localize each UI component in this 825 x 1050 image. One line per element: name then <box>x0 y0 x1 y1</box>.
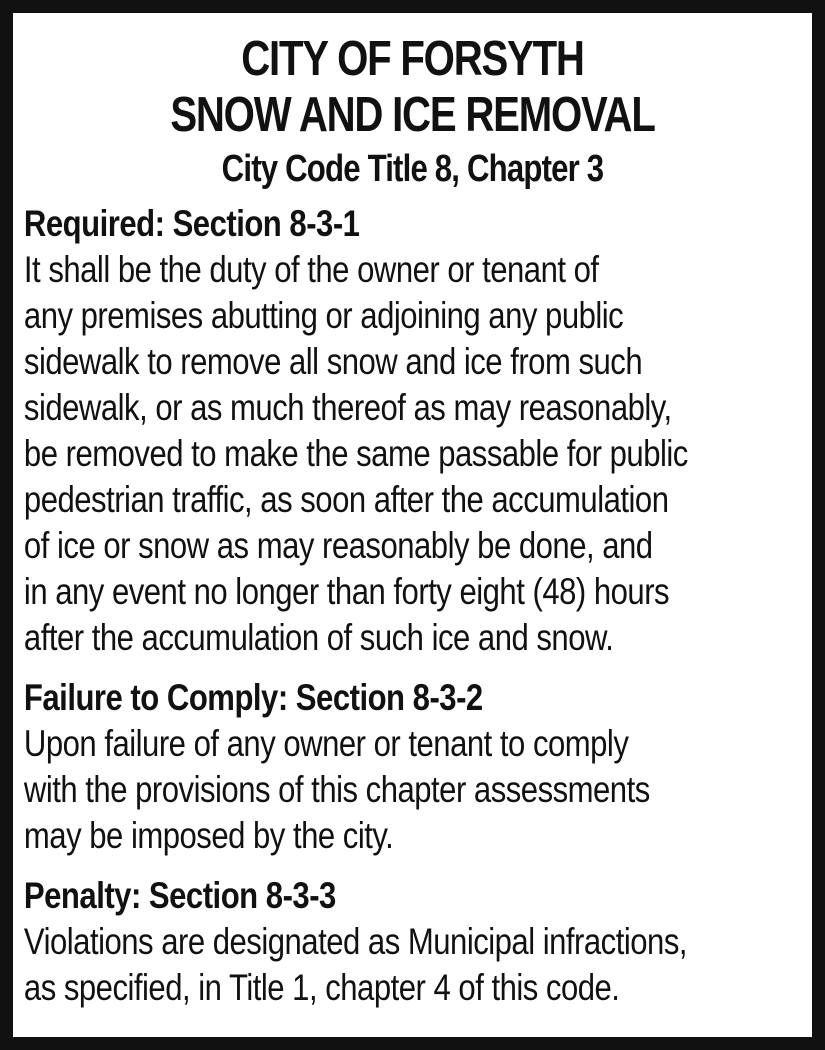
body-line: may be imposed by the city. <box>23 815 394 856</box>
body-line: of ice or snow as may reasonably be done, and <box>23 525 653 566</box>
body-line: It shall be the duty of the owner or tenant of <box>23 249 599 290</box>
body-line: sidewalk, or as much thereof as may reasonably, <box>23 387 672 428</box>
body-line: after the accumulation of such ice and snow. <box>23 617 614 658</box>
section-failure-to-comply <box>13 675 780 859</box>
body-line: with the provisions of this chapter assessments <box>23 769 650 810</box>
body-line: Upon failure of any owner or tenant to comply <box>23 723 629 764</box>
section-required <box>13 201 780 661</box>
title-line-2: SNOW AND ICE REMOVAL <box>170 88 655 142</box>
subtitle: City Code Title 8, Chapter 3 <box>221 148 604 190</box>
title-line-1: CITY OF FORSYTH <box>241 32 584 86</box>
section-penalty <box>13 873 780 1011</box>
body-line: as specified, in Title 1, chapter 4 of this code. <box>23 967 620 1008</box>
body-line: sidewalk to remove all snow and ice from such <box>23 341 643 382</box>
body-line: pedestrian traffic, as soon after the accumulation <box>23 479 669 520</box>
notice-header <box>13 13 812 193</box>
body-line: Violations are designated as Municipal infractions, <box>23 921 687 962</box>
section-heading-failure: Failure to Comply: Section 8-3-2 <box>23 677 483 718</box>
body-line: be removed to make the same passable for public <box>23 433 688 474</box>
section-heading-required: Required: Section 8-3-1 <box>23 203 360 244</box>
section-heading-penalty: Penalty: Section 8-3-3 <box>23 875 336 916</box>
body-line: any premises abutting or adjoining any public <box>23 295 624 336</box>
body-line: in any event no longer than forty eight (48) hours <box>23 571 670 612</box>
